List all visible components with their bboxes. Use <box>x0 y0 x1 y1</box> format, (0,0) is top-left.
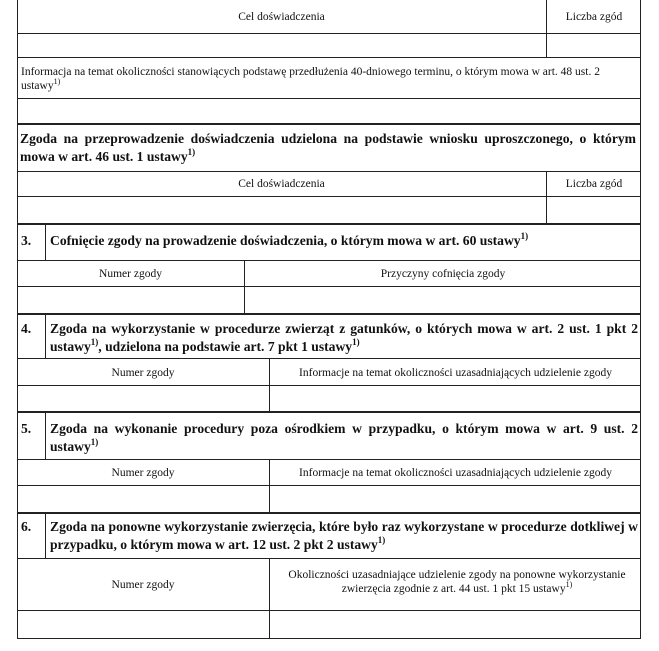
extension-info-label: Informacja na temat okoliczności stanowiących podstawę przedłużenia 40-dniowego terminu, o którym mowa w art. 48 ust. 2 ustawy$^{1)}$ <box>21 66 600 92</box>
cel-value-field[interactable] <box>18 34 546 57</box>
justification-field[interactable] <box>270 486 640 512</box>
liczba-value-field[interactable] <box>547 197 640 223</box>
reuse-circumstances-field[interactable] <box>270 611 640 638</box>
section-divider <box>17 223 641 225</box>
section6-title: Zgoda na ponowne wykorzystanie zwierzęcia, które było raz wykorzystane w procedurze dotkliwej w przypadku, o którym mowa w art. 12 ust. 2 pkt 2 ustawy$^{1)}$ <box>50 519 638 552</box>
permit-number-header: Numer zgody <box>111 579 175 591</box>
revocation-reasons-header: Przyczyny cofnięcia zgody <box>380 268 506 280</box>
cel-value-field[interactable] <box>18 197 546 223</box>
permit-number-field[interactable] <box>18 287 244 313</box>
cel-header: Cel doświadczenia <box>238 11 325 23</box>
permit-number-field[interactable] <box>18 611 269 638</box>
section-divider <box>17 411 641 413</box>
liczba-header: Liczba zgód <box>565 178 623 190</box>
cel-header: Cel doświadczenia <box>238 178 325 190</box>
number-divider <box>45 412 46 459</box>
number-divider <box>45 513 46 558</box>
permit-number-header: Numer zgody <box>111 467 175 479</box>
section-divider <box>17 123 641 125</box>
frame-right <box>640 0 641 638</box>
divider <box>17 358 641 359</box>
permit-report-form <box>17 0 641 640</box>
permit-number-header: Numer zgody <box>99 268 162 280</box>
permit-number-field[interactable] <box>18 386 269 411</box>
extension-info-field[interactable] <box>18 99 640 123</box>
justification-header: Informacje na temat okoliczności uzasadniających udzielenie zgody <box>299 467 612 479</box>
justification-header: Informacje na temat okoliczności uzasadniających udzielenie zgody <box>299 367 612 379</box>
divider <box>17 260 641 261</box>
section-divider <box>17 313 641 315</box>
section-number: 5. <box>21 421 32 436</box>
section-number: 6. <box>21 519 32 534</box>
section3-title: Cofnięcie zgody na prowadzenie doświadczenia, o którym mowa w art. 60 ustawy$^{1)}$ <box>50 231 529 248</box>
permit-number-header: Numer zgody <box>111 367 175 379</box>
divider <box>17 171 641 172</box>
frame-left <box>17 0 18 638</box>
justification-field[interactable] <box>270 386 640 411</box>
divider <box>17 459 641 460</box>
revocation-reasons-field[interactable] <box>245 287 640 313</box>
permit-number-field[interactable] <box>18 486 269 512</box>
section-number: 4. <box>21 321 32 336</box>
reuse-circumstances-header: Okoliczności uzasadniające udzielenie zgody na ponowne wykorzystanie zwierzęcia zgodnie z art. 44 ust. 1 pkt 15 ustawy$^{1)}$ <box>288 569 626 595</box>
section5-title: Zgoda na wykonanie procedury poza ośrodkiem w przypadku, o którym mowa w art. 9 ust. 2 ustawy$^{1)}$ <box>50 421 638 454</box>
liczba-header: Liczba zgód <box>565 11 623 23</box>
frame-bottom <box>17 638 641 639</box>
number-divider <box>45 314 46 358</box>
divider <box>17 57 641 58</box>
section4-title: Zgoda na wykorzystanie w procedurze zwierząt z gatunków, o których mowa w art. 2 ust. 1 pkt 2 ustawy$^{1)}$, udzielona na podstawie art. 7 pkt 1 ustawy$^{1)}$ <box>50 321 638 354</box>
number-divider <box>45 224 46 260</box>
liczba-value-field[interactable] <box>547 34 640 57</box>
divider <box>17 558 641 559</box>
section-number: 3. <box>21 233 32 248</box>
simplified-section-title: Zgoda na przeprowadzenie doświadczenia udzielona na podstawie wniosku uproszczonego, o którym mowa w art. 46 ust. 1 ustawy$^{1)}$ <box>20 131 636 164</box>
section-divider <box>17 512 641 514</box>
